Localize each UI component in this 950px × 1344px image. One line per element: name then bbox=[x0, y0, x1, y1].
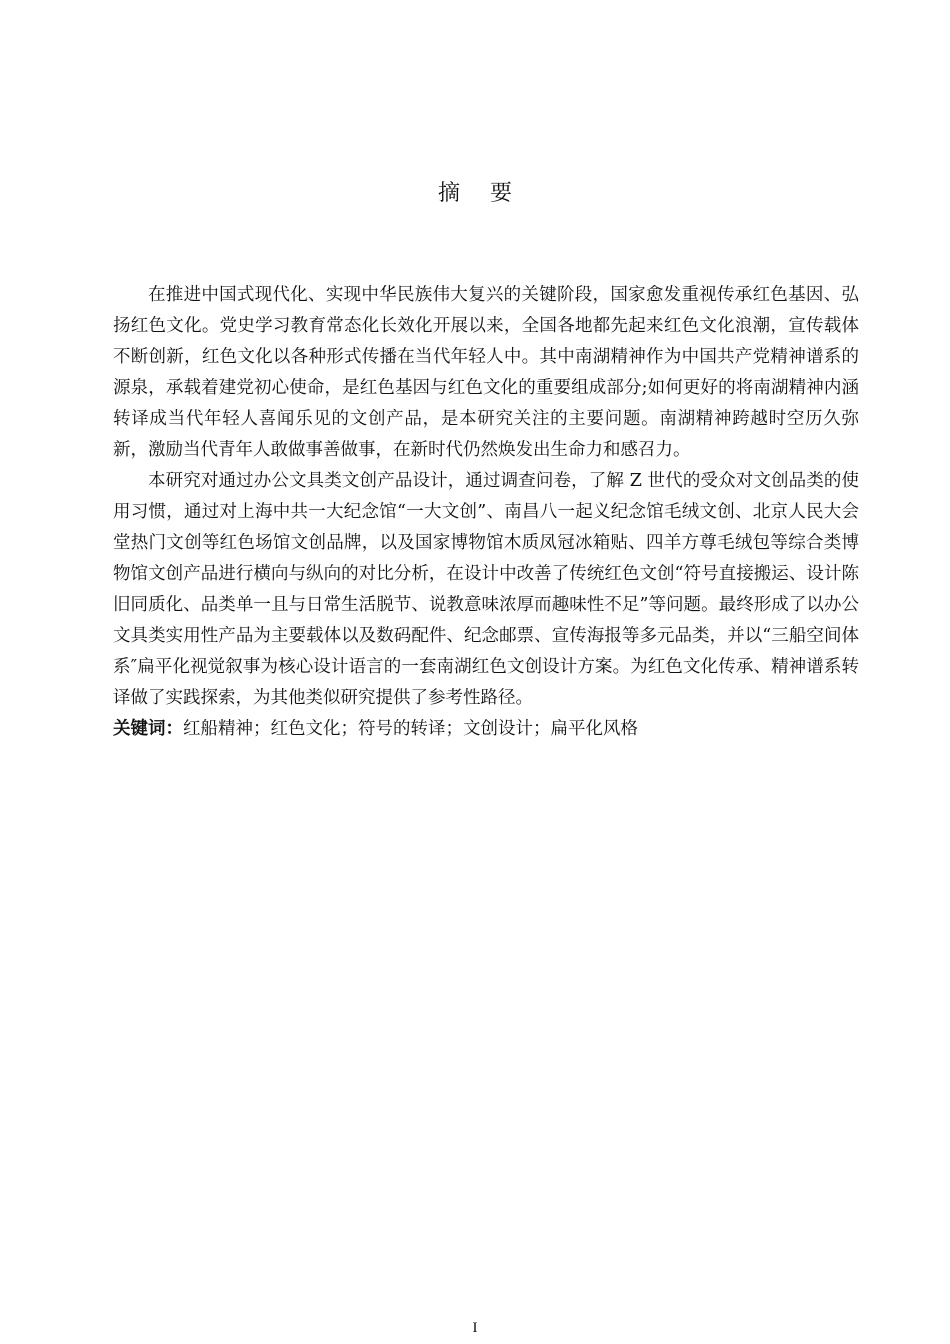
keywords-text: 红船精神；红色文化；符号的转译；文创设计；扁平化风格 bbox=[183, 719, 638, 739]
keywords-label: 关键词： bbox=[113, 719, 183, 739]
abstract-title: 摘要 bbox=[437, 181, 542, 206]
keywords-line bbox=[113, 714, 859, 745]
abstract-paragraph-2: 本研究对通过办公文具类文创产品设计，通过调查问卷，了解 Z 世代的受众对文创品类的使用习惯，通过对上海中共一大纪念馆“一大文创”、南昌八一起义纪念馆毛绒文创、北京人民大会堂热门文创等红色场馆文创品牌，以及国家博物馆木质凤冠冰箱贴、四羊方尊毛绒包等综合类博物馆文创产品进行横向与纵向的对比分析，在设计中改善了传统红色文创“符号直接搬运、设计陈旧同质化、品类单一且与日常生活脱节、说教意味浓厚而趣味性不足”等问题。最终形成了以办公文具类实用性产品为主要载体以及数码配件、纪念邮票、宣传海报等多元品类，并以“三船空间体系″扁平化视觉叙事为核心设计语言的一套南湖红色文创设计方案。为红色文化传承、精神谱系转译做了实践探索，为其他类似研究提供了参考性路径。 bbox=[113, 471, 859, 708]
page-number: I bbox=[472, 1320, 478, 1336]
abstract-paragraph-1: 在推进中国式现代化、实现中华民族伟大复兴的关键阶段，国家愈发重视传承红色基因、弘扬红色文化。党史学习教育常态化长效化开展以来，全国各地都先起来红色文化浪潮，宣传载体不断创新，红色文化以各种形式传播在当代年轻人中。其中南湖精神作为中国共产党精神谱系的源泉，承载着建党初心使命，是红色基因与红色文化的重要组成部分;如何更好的将南湖精神内涵转译成当代年轻人喜闻乐见的文创产品，是本研究关注的主要问题。南湖精神跨越时空历久弥新，激励当代青年人敢做事善做事，在新时代仍然焕发出生命力和感召力。 bbox=[113, 285, 859, 460]
abstract-body bbox=[113, 280, 859, 745]
